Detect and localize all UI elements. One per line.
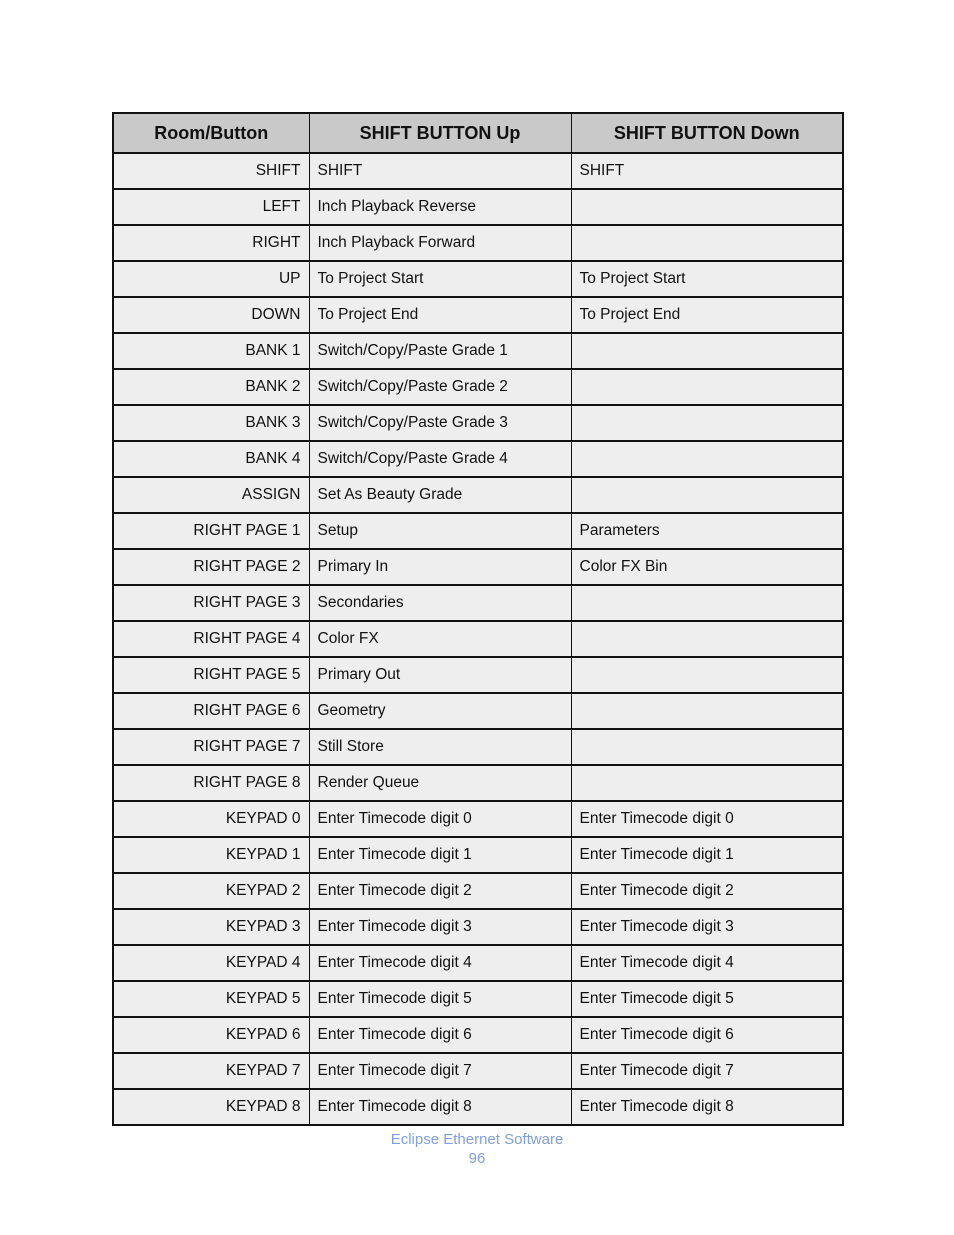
table-row: [113, 801, 843, 837]
cell-shift-up-action: Inch Playback Forward: [309, 225, 571, 261]
cell-shift-down-action: Enter Timecode digit 6: [571, 1017, 843, 1053]
cell-room-button: ASSIGN: [113, 477, 309, 513]
table-row: [113, 945, 843, 981]
cell-shift-up-action: Enter Timecode digit 8: [309, 1089, 571, 1125]
cell-shift-down-action: [571, 441, 843, 477]
cell-room-button: RIGHT PAGE 3: [113, 585, 309, 621]
cell-room-button: LEFT: [113, 189, 309, 225]
cell-room-button: KEYPAD 3: [113, 909, 309, 945]
cell-shift-down-action: [571, 585, 843, 621]
cell-room-button: UP: [113, 261, 309, 297]
cell-shift-up-action: Enter Timecode digit 1: [309, 837, 571, 873]
cell-shift-up-action: Switch/Copy/Paste Grade 3: [309, 405, 571, 441]
cell-room-button: BANK 2: [113, 369, 309, 405]
table-row: [113, 297, 843, 333]
cell-shift-up-action: Enter Timecode digit 3: [309, 909, 571, 945]
cell-shift-up-action: Switch/Copy/Paste Grade 4: [309, 441, 571, 477]
cell-shift-down-action: [571, 657, 843, 693]
cell-room-button: BANK 3: [113, 405, 309, 441]
cell-shift-up-action: Primary Out: [309, 657, 571, 693]
cell-room-button: RIGHT PAGE 4: [113, 621, 309, 657]
table-row: [113, 729, 843, 765]
cell-room-button: RIGHT PAGE 2: [113, 549, 309, 585]
cell-shift-up-action: Inch Playback Reverse: [309, 189, 571, 225]
cell-room-button: BANK 4: [113, 441, 309, 477]
cell-shift-up-action: Set As Beauty Grade: [309, 477, 571, 513]
table-row: [113, 657, 843, 693]
cell-shift-up-action: To Project Start: [309, 261, 571, 297]
table-body: [113, 153, 843, 1125]
table-row: [113, 1053, 843, 1089]
table-row: [113, 837, 843, 873]
cell-shift-down-action: SHIFT: [571, 153, 843, 189]
shift-button-mapping-table: [112, 112, 844, 1126]
cell-shift-up-action: To Project End: [309, 297, 571, 333]
cell-shift-up-action: Enter Timecode digit 0: [309, 801, 571, 837]
table-row: [113, 189, 843, 225]
cell-shift-down-action: Parameters: [571, 513, 843, 549]
cell-shift-up-action: Enter Timecode digit 7: [309, 1053, 571, 1089]
cell-shift-down-action: [571, 405, 843, 441]
cell-shift-up-action: Secondaries: [309, 585, 571, 621]
cell-shift-down-action: Enter Timecode digit 3: [571, 909, 843, 945]
cell-shift-up-action: Primary In: [309, 549, 571, 585]
cell-shift-up-action: Enter Timecode digit 5: [309, 981, 571, 1017]
header-room-button: Room/Button: [113, 113, 309, 153]
table-row: [113, 405, 843, 441]
cell-room-button: RIGHT PAGE 5: [113, 657, 309, 693]
table-row: [113, 261, 843, 297]
cell-shift-down-action: [571, 225, 843, 261]
cell-shift-down-action: Enter Timecode digit 0: [571, 801, 843, 837]
table-row: [113, 225, 843, 261]
cell-shift-up-action: Color FX: [309, 621, 571, 657]
cell-shift-up-action: Render Queue: [309, 765, 571, 801]
cell-shift-up-action: Switch/Copy/Paste Grade 2: [309, 369, 571, 405]
cell-shift-down-action: Enter Timecode digit 7: [571, 1053, 843, 1089]
cell-room-button: RIGHT PAGE 1: [113, 513, 309, 549]
table-header: [113, 113, 843, 153]
cell-shift-up-action: Enter Timecode digit 6: [309, 1017, 571, 1053]
cell-shift-up-action: SHIFT: [309, 153, 571, 189]
table-row: [113, 153, 843, 189]
cell-room-button: KEYPAD 1: [113, 837, 309, 873]
cell-room-button: SHIFT: [113, 153, 309, 189]
table-row: [113, 513, 843, 549]
cell-shift-down-action: [571, 333, 843, 369]
cell-room-button: DOWN: [113, 297, 309, 333]
cell-shift-up-action: Enter Timecode digit 2: [309, 873, 571, 909]
table-row: [113, 369, 843, 405]
table-row: [113, 441, 843, 477]
table-row: [113, 909, 843, 945]
cell-room-button: KEYPAD 2: [113, 873, 309, 909]
cell-room-button: RIGHT PAGE 7: [113, 729, 309, 765]
header-shift-up: SHIFT BUTTON Up: [309, 113, 571, 153]
cell-shift-up-action: Setup: [309, 513, 571, 549]
header-shift-down: SHIFT BUTTON Down: [571, 113, 843, 153]
cell-room-button: RIGHT: [113, 225, 309, 261]
table-row: [113, 585, 843, 621]
cell-room-button: RIGHT PAGE 8: [113, 765, 309, 801]
cell-room-button: KEYPAD 5: [113, 981, 309, 1017]
cell-shift-down-action: [571, 693, 843, 729]
cell-shift-down-action: Enter Timecode digit 8: [571, 1089, 843, 1125]
cell-shift-up-action: Enter Timecode digit 4: [309, 945, 571, 981]
cell-shift-down-action: Color FX Bin: [571, 549, 843, 585]
cell-shift-down-action: [571, 189, 843, 225]
table-row: [113, 873, 843, 909]
cell-room-button: BANK 1: [113, 333, 309, 369]
cell-room-button: KEYPAD 4: [113, 945, 309, 981]
cell-shift-down-action: Enter Timecode digit 5: [571, 981, 843, 1017]
table-row: [113, 1089, 843, 1125]
cell-shift-down-action: Enter Timecode digit 4: [571, 945, 843, 981]
cell-shift-up-action: Switch/Copy/Paste Grade 1: [309, 333, 571, 369]
cell-shift-up-action: Still Store: [309, 729, 571, 765]
table-row: [113, 477, 843, 513]
cell-shift-down-action: [571, 765, 843, 801]
header-row: [113, 113, 843, 153]
cell-shift-down-action: To Project Start: [571, 261, 843, 297]
cell-room-button: KEYPAD 7: [113, 1053, 309, 1089]
cell-shift-down-action: [571, 477, 843, 513]
cell-room-button: KEYPAD 8: [113, 1089, 309, 1125]
cell-room-button: RIGHT PAGE 6: [113, 693, 309, 729]
cell-shift-down-action: To Project End: [571, 297, 843, 333]
table-row: [113, 765, 843, 801]
table-row: [113, 549, 843, 585]
cell-shift-down-action: [571, 621, 843, 657]
table-row: [113, 621, 843, 657]
cell-shift-down-action: Enter Timecode digit 1: [571, 837, 843, 873]
footer-page-number: 96: [468, 1150, 486, 1167]
cell-shift-down-action: [571, 729, 843, 765]
cell-room-button: KEYPAD 6: [113, 1017, 309, 1053]
cell-room-button: KEYPAD 0: [113, 801, 309, 837]
footer-document-title: Eclipse Ethernet Software: [390, 1131, 564, 1148]
table-row: [113, 1017, 843, 1053]
table-row: [113, 333, 843, 369]
table-row: [113, 693, 843, 729]
cell-shift-down-action: [571, 369, 843, 405]
cell-shift-down-action: Enter Timecode digit 2: [571, 873, 843, 909]
table-row: [113, 981, 843, 1017]
cell-shift-up-action: Geometry: [309, 693, 571, 729]
